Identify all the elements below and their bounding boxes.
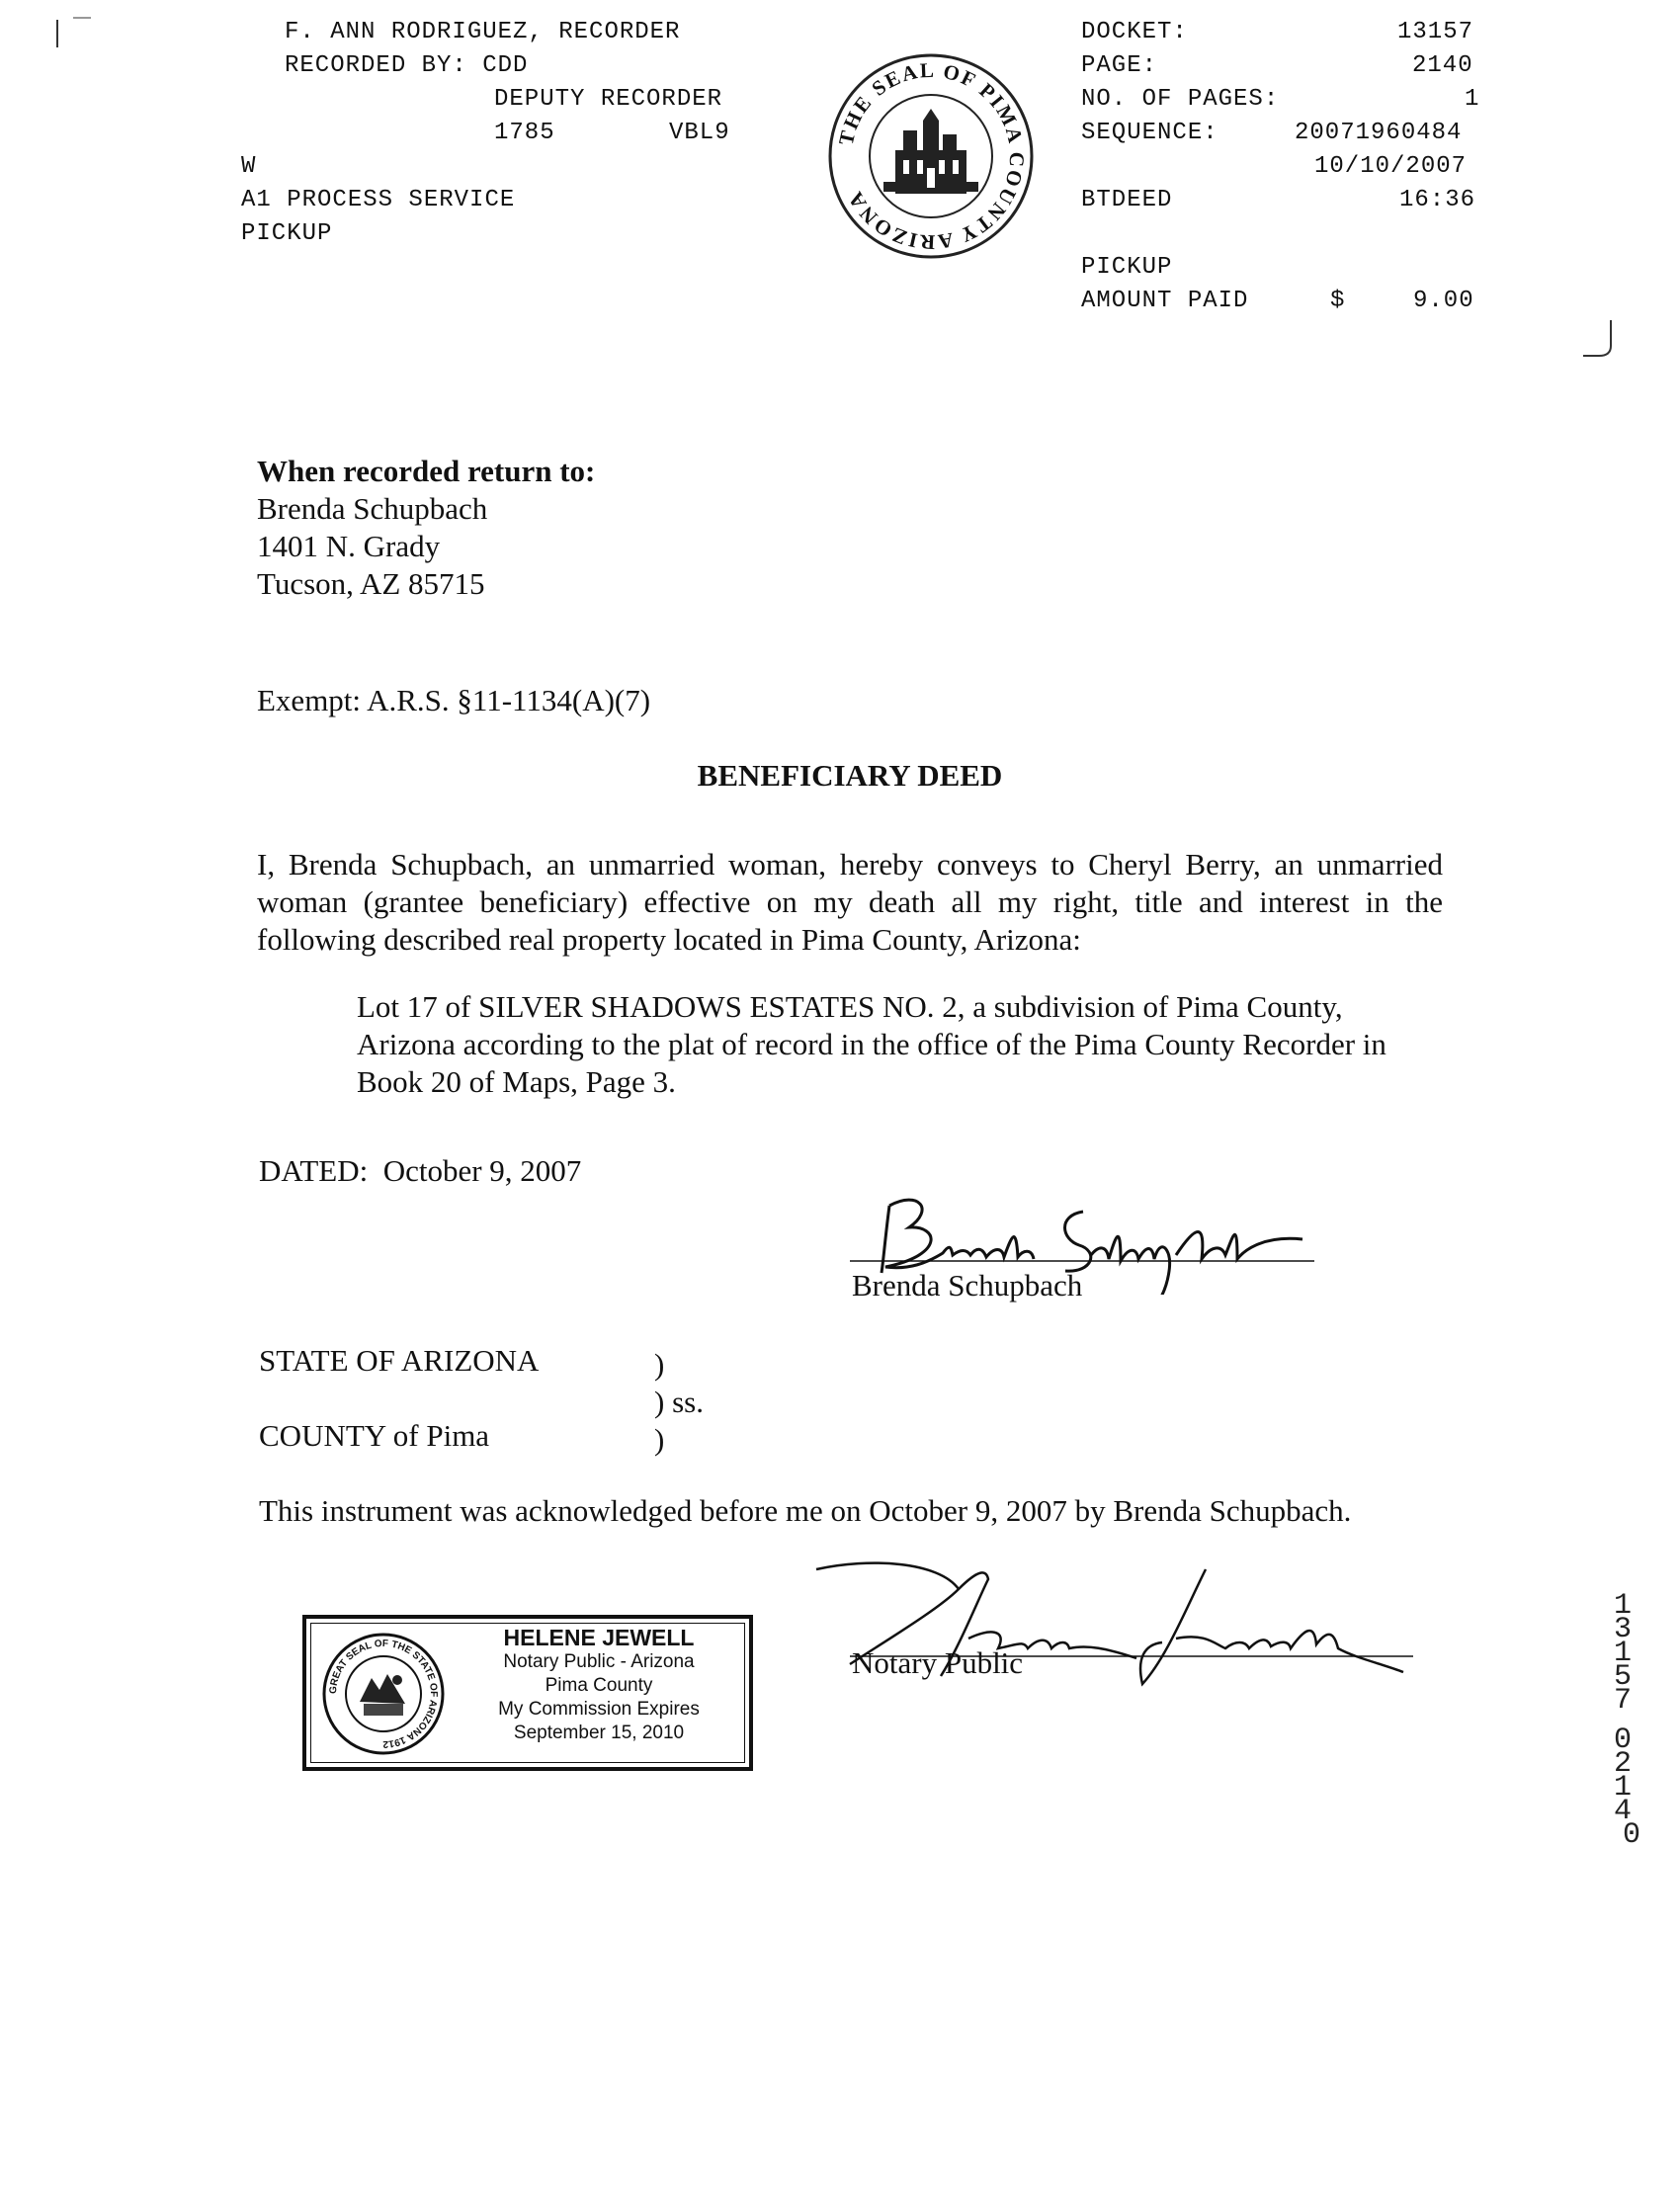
acknowledgment-line: This instrument was acknowledged before me on October 9, 2007 by Brenda Schupbach. [259,1493,1352,1528]
legal-description: Lot 17 of SILVER SHADOWS ESTATES NO. 2, a subdivision of Pima County, Arizona according to the plat of record in the office of the Pima County Recorder in Book 20 of Maps, Page 3. [357,989,1386,1099]
deputy-code: VBL9 [669,120,730,146]
return-heading: When recorded return to: [257,454,596,488]
venue-paren-1: ) [654,1347,665,1382]
pickup-right: PICKUP [1081,254,1173,281]
venue-paren-2: ) [654,1422,665,1457]
notary-stamp-expires: September 15, 2010 [513,1723,685,1743]
page-label: PAGE: [1081,52,1158,79]
sequence-value: 20071960484 [1295,120,1463,146]
notary-public-label: Notary Public [852,1645,1024,1680]
grantor-printed-name: Brenda Schupbach [852,1268,1083,1303]
notary-stamp-title: Notary Public - Arizona [503,1651,695,1672]
service-name: A1 PROCESS SERVICE [241,187,516,213]
docket-value: 13157 [1397,19,1474,45]
seal-ring-text: THE SEAL OF PIMA COUNTY ARIZONA [833,57,1030,255]
notary-stamp-name: HELENE JEWELL [503,1625,695,1650]
venue-state: STATE OF ARIZONA [259,1343,540,1378]
sequence-label: SEQUENCE: [1081,120,1218,146]
amount-value: 9.00 [1413,288,1474,314]
pages-value: 1 [1465,86,1480,113]
page-value: 2140 [1412,52,1473,79]
az-seal-ring-text: GREAT SEAL OF THE STATE OF ARIZONA 1912 [327,1638,440,1750]
return-name: Brenda Schupbach [257,491,488,526]
notary-stamp-county: Pima County [545,1675,653,1696]
venue-county: COUNTY of Pima [259,1418,490,1453]
notary-stamp [302,1615,753,1771]
pima-county-seal-icon [826,51,1036,261]
recording-time: 16:36 [1399,187,1476,213]
recorder-name: F. ANN RODRIGUEZ, RECORDER [285,19,681,45]
notary-stamp-commission: My Commission Expires [498,1699,700,1720]
svg-text:1 3 1 5: 1 3 1 5 7 0 2 1 4 0 [1615,1589,1641,1852]
recorded-by: RECORDED BY: CDD [285,52,529,79]
w-mark: W [241,153,257,180]
document-title: BENEFICIARY DEED [697,758,1003,793]
arizona-state-seal-icon [320,1631,447,1757]
corner-scan-mark [51,8,101,57]
conveyance-paragraph: I, Brenda Schupbach, an unmarried woman, hereby conveys to Cheryl Berry, an unmarried woman (grantee beneficiary) effective on my death all my right, title and interest in the following described real property located in Pima County, Arizona: [257,847,1443,957]
return-city: Tucson, AZ 85715 [257,566,485,601]
pages-label: NO. OF PAGES: [1081,86,1280,113]
recording-date: 10/10/2007 [1314,153,1468,180]
exempt-citation: Exempt: A.R.S. §11-1134(A)(7) [257,683,651,717]
docket-label: DOCKET: [1081,19,1188,45]
venue-ss: ) ss. [654,1385,704,1419]
return-street: 1401 N. Grady [257,529,441,563]
document-type: BTDEED [1081,187,1173,213]
deputy-id: 1785 [494,120,555,146]
dated-line: DATED: October 9, 2007 [259,1153,582,1188]
currency-symbol: $ [1330,288,1346,314]
deputy-recorder: DEPUTY RECORDER [494,86,723,113]
margin-docket-number [1615,1585,1648,1867]
amount-label: AMOUNT PAID [1081,288,1249,314]
pickup-left: PICKUP [241,220,333,247]
corner-scan-mark-right [1579,316,1619,366]
margin-number-digits [1615,1585,1648,1862]
